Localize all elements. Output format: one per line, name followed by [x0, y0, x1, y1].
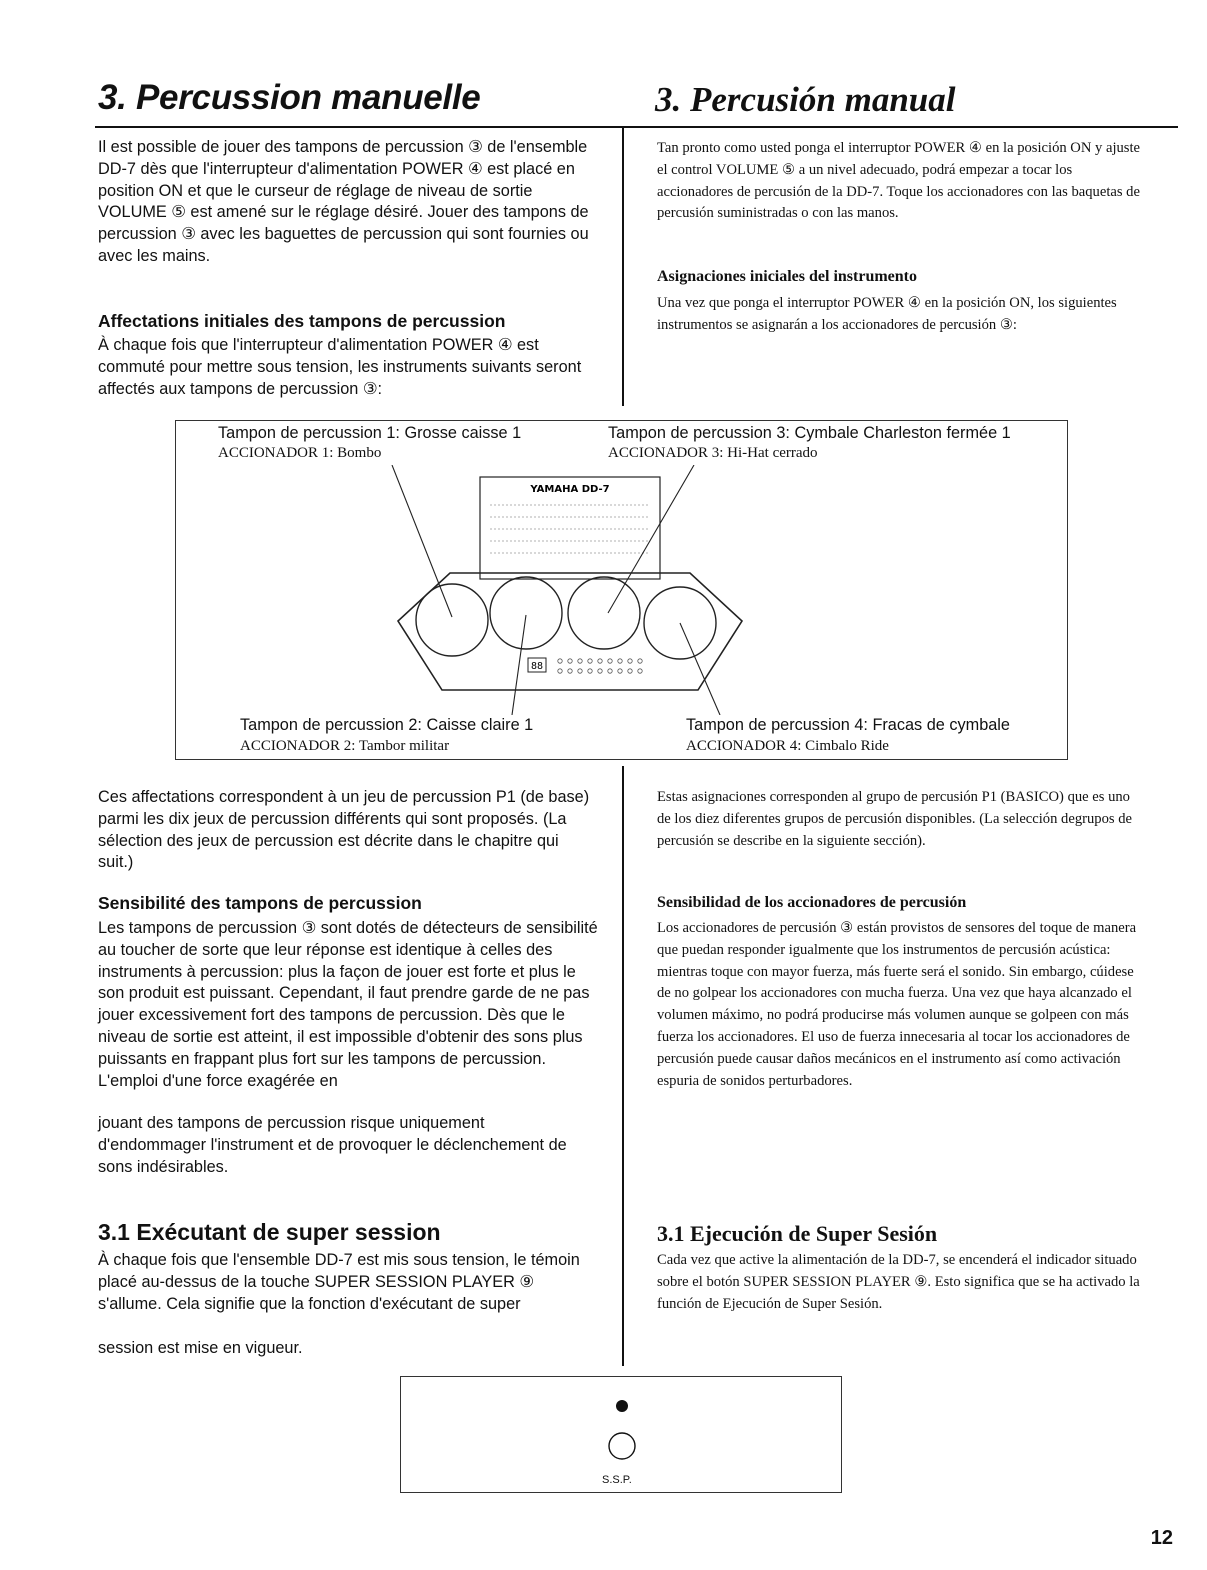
- es-title: 3. Percusión manual: [655, 80, 956, 119]
- pad3-label-es: ACCIONADOR 3: Hi-Hat cerrado: [608, 445, 818, 461]
- es-assign-heading: Asignaciones iniciales del instrumento: [657, 268, 918, 285]
- es-ss-text: Cada vez que active la alimentación de la DD-7, se encenderá el indicador situado sobre el botón SUPER SESSION PLAYER ⑨. Esto significa que se ha activado la función de Ejecución de Super Sesión.: [657, 1252, 1140, 1312]
- drum-body-outline: [398, 573, 742, 690]
- fr-ss-text-cont: session est mise en vigueur.: [98, 1339, 303, 1357]
- dd7-logo: YAMAHA DD-7: [530, 484, 610, 495]
- fr-ss-text: À chaque fois que l'ensemble DD-7 est mis sous tension, le témoin placé au-dessus de la touche SUPER SESSION PLAYER ⑨ s'allume. Cela signifie que la fonction d'exécutant de super: [98, 1251, 580, 1313]
- pad3-leader: [608, 465, 694, 613]
- ssp-button-icon: [609, 1433, 635, 1459]
- fr-intro: Il est possible de jouer des tampons de percussion ③ de l'ensemble DD-7 dès que l'interrupteur d'alimentation POWER ④ est placé en position ON et que le curseur de réglage de niveau de sortie VOLUME ⑤ est amené sur le réglage désiré. Jouer des tampons de percussion ③ avec les baguettes de percussion qui sont fournies ou avec les mains.: [98, 138, 589, 265]
- pad2-label-fr: Tampon de percussion 2: Caisse claire 1: [240, 716, 534, 734]
- es-sens-heading: Sensibilidad de los accionadores de percusión: [657, 894, 967, 911]
- title-rule: [95, 126, 1178, 128]
- ssp-label: S.S.P.: [602, 1474, 632, 1486]
- pad1-label-es: ACCIONADOR 1: Bombo: [218, 445, 382, 461]
- column-divider-top: [622, 128, 624, 406]
- ssp-led-icon: [616, 1400, 628, 1412]
- pad2-leader: [512, 615, 526, 715]
- fr-ss-heading: 3.1 Exécutant de super session: [98, 1219, 441, 1245]
- page-number: 12: [1150, 1527, 1173, 1549]
- fr-p1-text: Ces affectations correspondent à un jeu de percussion P1 (de base) parmi les dix jeux de percussion différents qui sont proposés. (La sélection des jeux de percussion est décrite dans le chapitre qui suit.): [98, 788, 590, 872]
- fr-title: 3. Percussion manuelle: [98, 78, 481, 117]
- pad-3: [568, 577, 640, 649]
- column-divider-bottom: [622, 766, 624, 1366]
- fr-sens-heading: Sensibilité des tampons de percussion: [98, 893, 422, 913]
- fr-sens-text-cont: jouant des tampons de percussion risque uniquement d'endommager l'instrument et de provoquer le déclenchement de sons indésirables.: [98, 1114, 567, 1176]
- es-sens-text: Los accionadores de percusión ③ están provistos de sensores del toque de manera que puedan responder igualmente que los instrumentos de percusión acústica: mientras toque con mayor fuerza, más fuerte será el sonido. Sin embargo, cúidese de no golpear los accionadores con mucha fuerza. Una vez que haya alcanzado el volumen máximo, no podrá producirse más volumen aunque se golpeen con más fuerza los accionadores. El uso de fuerza innecesaria al tocar los accionadores de percusión puede causar daños mecánicos en el instrumento así como activación espuria de sonidos perturbadores.: [657, 920, 1137, 1089]
- pad2-label-es: ACCIONADOR 2: Tambor militar: [240, 738, 450, 754]
- fr-assign-heading: Affectations initiales des tampons de percussion: [98, 311, 506, 331]
- es-assign-text: Una vez que ponga el interruptor POWER ④ en la posición ON, los siguientes instrumentos se asignarán a los accionadores de percusión ③:: [657, 295, 1117, 333]
- pad1-leader: [392, 465, 452, 617]
- es-ss-heading: 3.1 Ejecución de Super Sesión: [657, 1221, 938, 1246]
- pad-2: [490, 577, 562, 649]
- pad4-label-es: ACCIONADOR 4: Cimbalo Ride: [686, 738, 889, 754]
- ssp-indicator-drawing: [600, 1394, 644, 1474]
- es-intro: Tan pronto como usted ponga el interruptor POWER ④ en la posición ON y ajuste el control VOLUME ⑤ a un nivel adecuado, podrá empezar a tocar los accionadores de percusión de la DD-7. Toque los accionadores con las baquetas de percusión suministradas o con las manos.: [657, 140, 1141, 222]
- es-p1-text: Estas asignaciones corresponden al grupo de percusión P1 (BASICO) que es uno de los diez diferentes grupos de percusión disponibles. (La selección degrupos de percusión se describe en la siguiente sección).: [657, 789, 1132, 849]
- pad-1: [416, 584, 488, 656]
- svg-text:88: 88: [530, 661, 544, 672]
- pad3-label-fr: Tampon de percussion 3: Cymbale Charleston fermée 1: [608, 424, 1011, 442]
- pad1-label-fr: Tampon de percussion 1: Grosse caisse 1: [218, 424, 522, 442]
- pad4-label-fr: Tampon de percussion 4: Fracas de cymbale: [686, 716, 1010, 734]
- fr-sens-text: Les tampons de percussion ③ sont dotés de détecteurs de sensibilité au toucher de sorte que leur réponse est identique à celles des instruments à percussion: plus la façon de jouer est forte et plus le son produit est puissant. Cependant, il faut prendre garde de ne pas jouer excessivement fort des tampons de percussion. Dès que le niveau de sortie est atteint, il est impossible d'obtenir des sons plus puissants en frappant plus fort sur les tampons de percussion. L'emploi d'une force exagérée en: [98, 919, 598, 1090]
- fr-assign-text: À chaque fois que l'interrupteur d'alimentation POWER ④ est commuté pour mettre sous tension, les instruments suivants seront affectés aux tampons de percussion ③:: [98, 336, 582, 398]
- dd7-illustration: [380, 465, 760, 715]
